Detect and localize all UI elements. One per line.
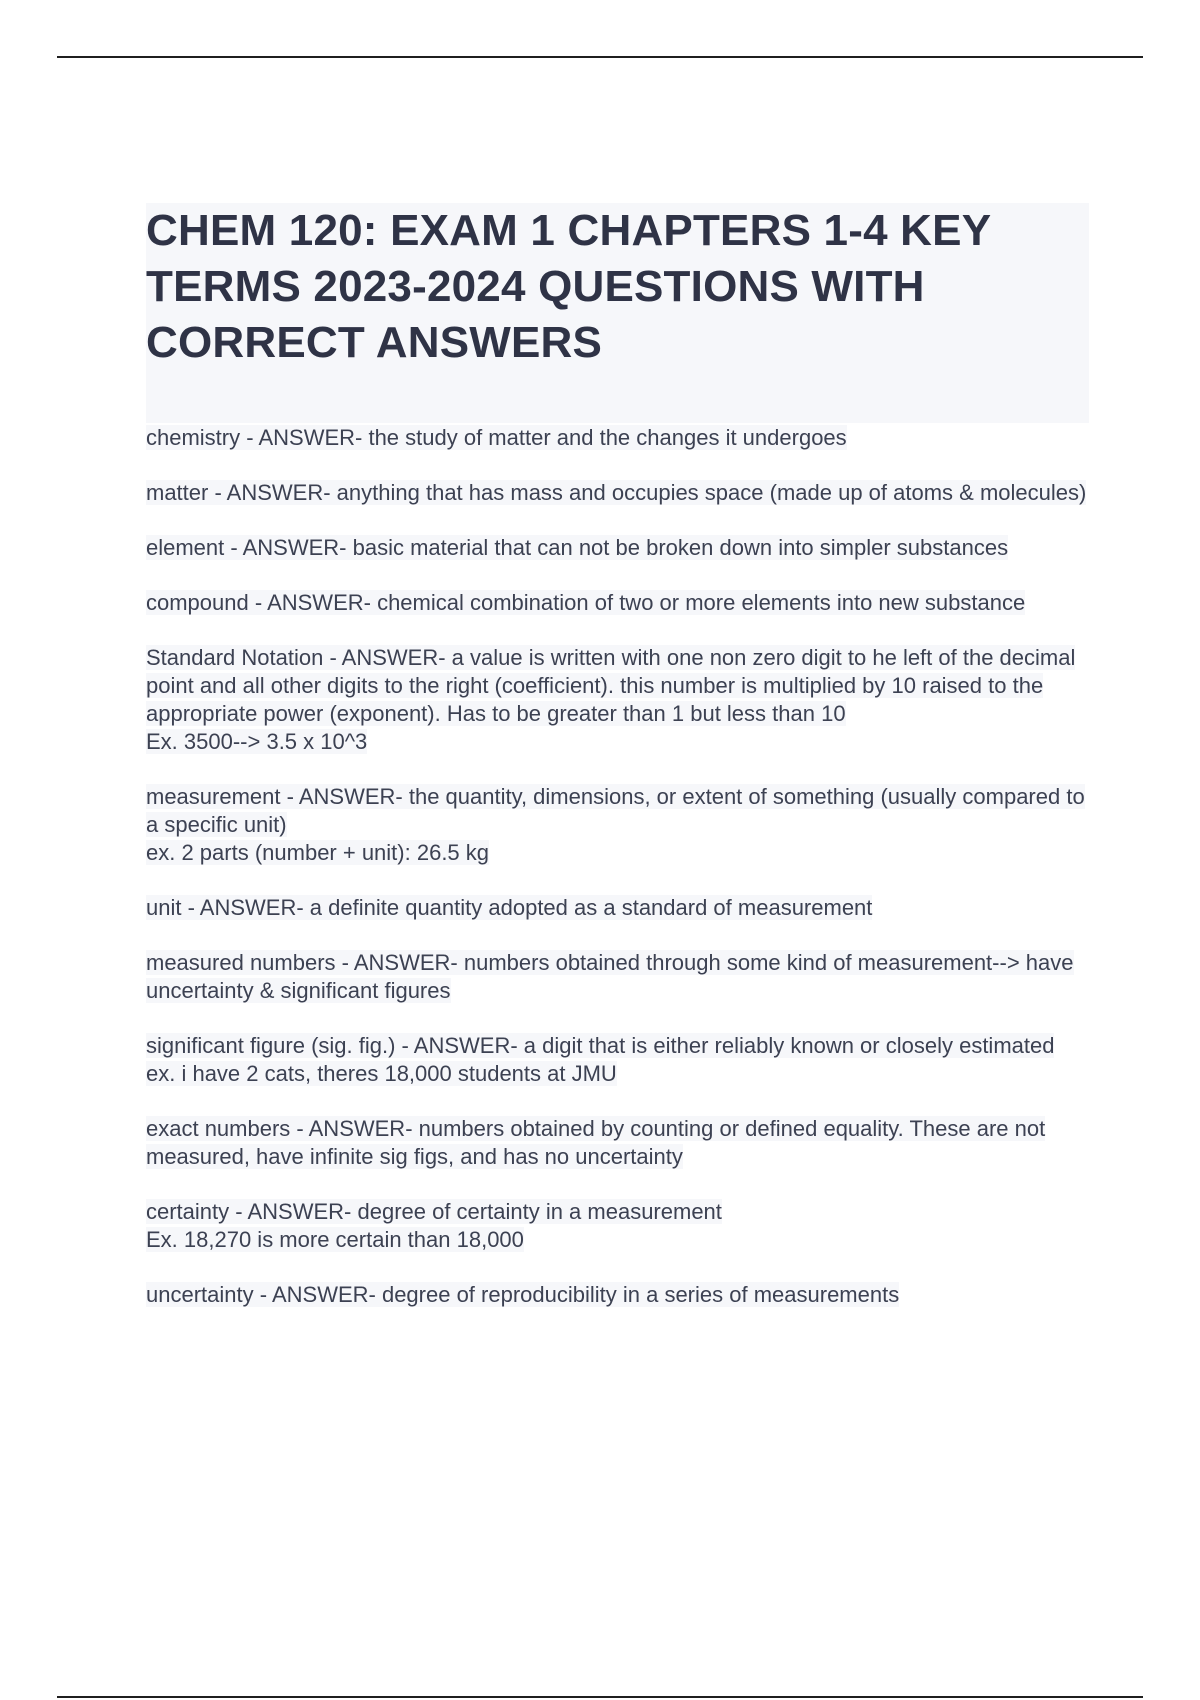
term-entry-uncertainty xyxy=(146,1281,1096,1309)
entry-text: unit - ANSWER- a definite quantity adopted as a standard of measurement xyxy=(146,895,873,920)
entry-text: matter - ANSWER- anything that has mass and occupies space (made up of atoms & molecules) xyxy=(146,480,1087,505)
entry-example: Ex. 18,270 is more certain than 18,000 xyxy=(146,1227,524,1252)
entry-text: measured numbers - ANSWER- numbers obtained through some kind of measurement--> have uncertainty & significant figures xyxy=(146,950,1074,1003)
term-entry-compound xyxy=(146,589,1096,617)
title-block xyxy=(146,203,1089,423)
term-entry-standard-notation xyxy=(146,644,1096,756)
entry-text: significant figure (sig. fig.) - ANSWER- a digit that is either reliably known or closely estimated xyxy=(146,1033,1055,1058)
term-entry-measured-numbers xyxy=(146,949,1096,1005)
entry-example: ex. 2 parts (number + unit): 26.5 kg xyxy=(146,840,490,865)
entry-text: compound - ANSWER- chemical combination of two or more elements into new substance xyxy=(146,590,1026,615)
term-entry-element xyxy=(146,534,1096,562)
document-title: CHEM 120: EXAM 1 CHAPTERS 1-4 KEY TERMS 2023-2024 QUESTIONS WITH CORRECT ANSWERS xyxy=(146,206,991,367)
bottom-divider xyxy=(57,1696,1143,1698)
term-entry-chemistry xyxy=(146,424,1096,452)
key-terms-list xyxy=(146,424,1096,1336)
entry-text: Standard Notation - ANSWER- a value is written with one non zero digit to he left of the decimal point and all other digits to the right (coefficient). this number is multiplied by 10 raised to the appropriate power (exponent). Has to be greater than 1 but less than 10 xyxy=(146,645,1076,726)
term-entry-significant-figure xyxy=(146,1032,1096,1088)
term-entry-exact-numbers xyxy=(146,1115,1096,1171)
entry-text: chemistry - ANSWER- the study of matter and the changes it undergoes xyxy=(146,425,847,450)
term-entry-matter xyxy=(146,479,1096,507)
term-entry-certainty xyxy=(146,1198,1096,1254)
entry-example: ex. i have 2 cats, theres 18,000 students at JMU xyxy=(146,1061,617,1086)
entry-example: Ex. 3500--> 3.5 x 10^3 xyxy=(146,729,368,754)
term-entry-unit xyxy=(146,894,1096,922)
entry-text: exact numbers - ANSWER- numbers obtained by counting or defined equality. These are not measured, have infinite sig figs, and has no uncertainty xyxy=(146,1116,1046,1169)
term-entry-measurement xyxy=(146,783,1096,867)
top-divider xyxy=(57,56,1143,58)
entry-text: measurement - ANSWER- the quantity, dimensions, or extent of something (usually compared to a specific unit) xyxy=(146,784,1085,837)
entry-text: element - ANSWER- basic material that can not be broken down into simpler substances xyxy=(146,535,1009,560)
entry-text: uncertainty - ANSWER- degree of reproducibility in a series of measurements xyxy=(146,1282,900,1307)
entry-text: certainty - ANSWER- degree of certainty in a measurement xyxy=(146,1199,722,1224)
